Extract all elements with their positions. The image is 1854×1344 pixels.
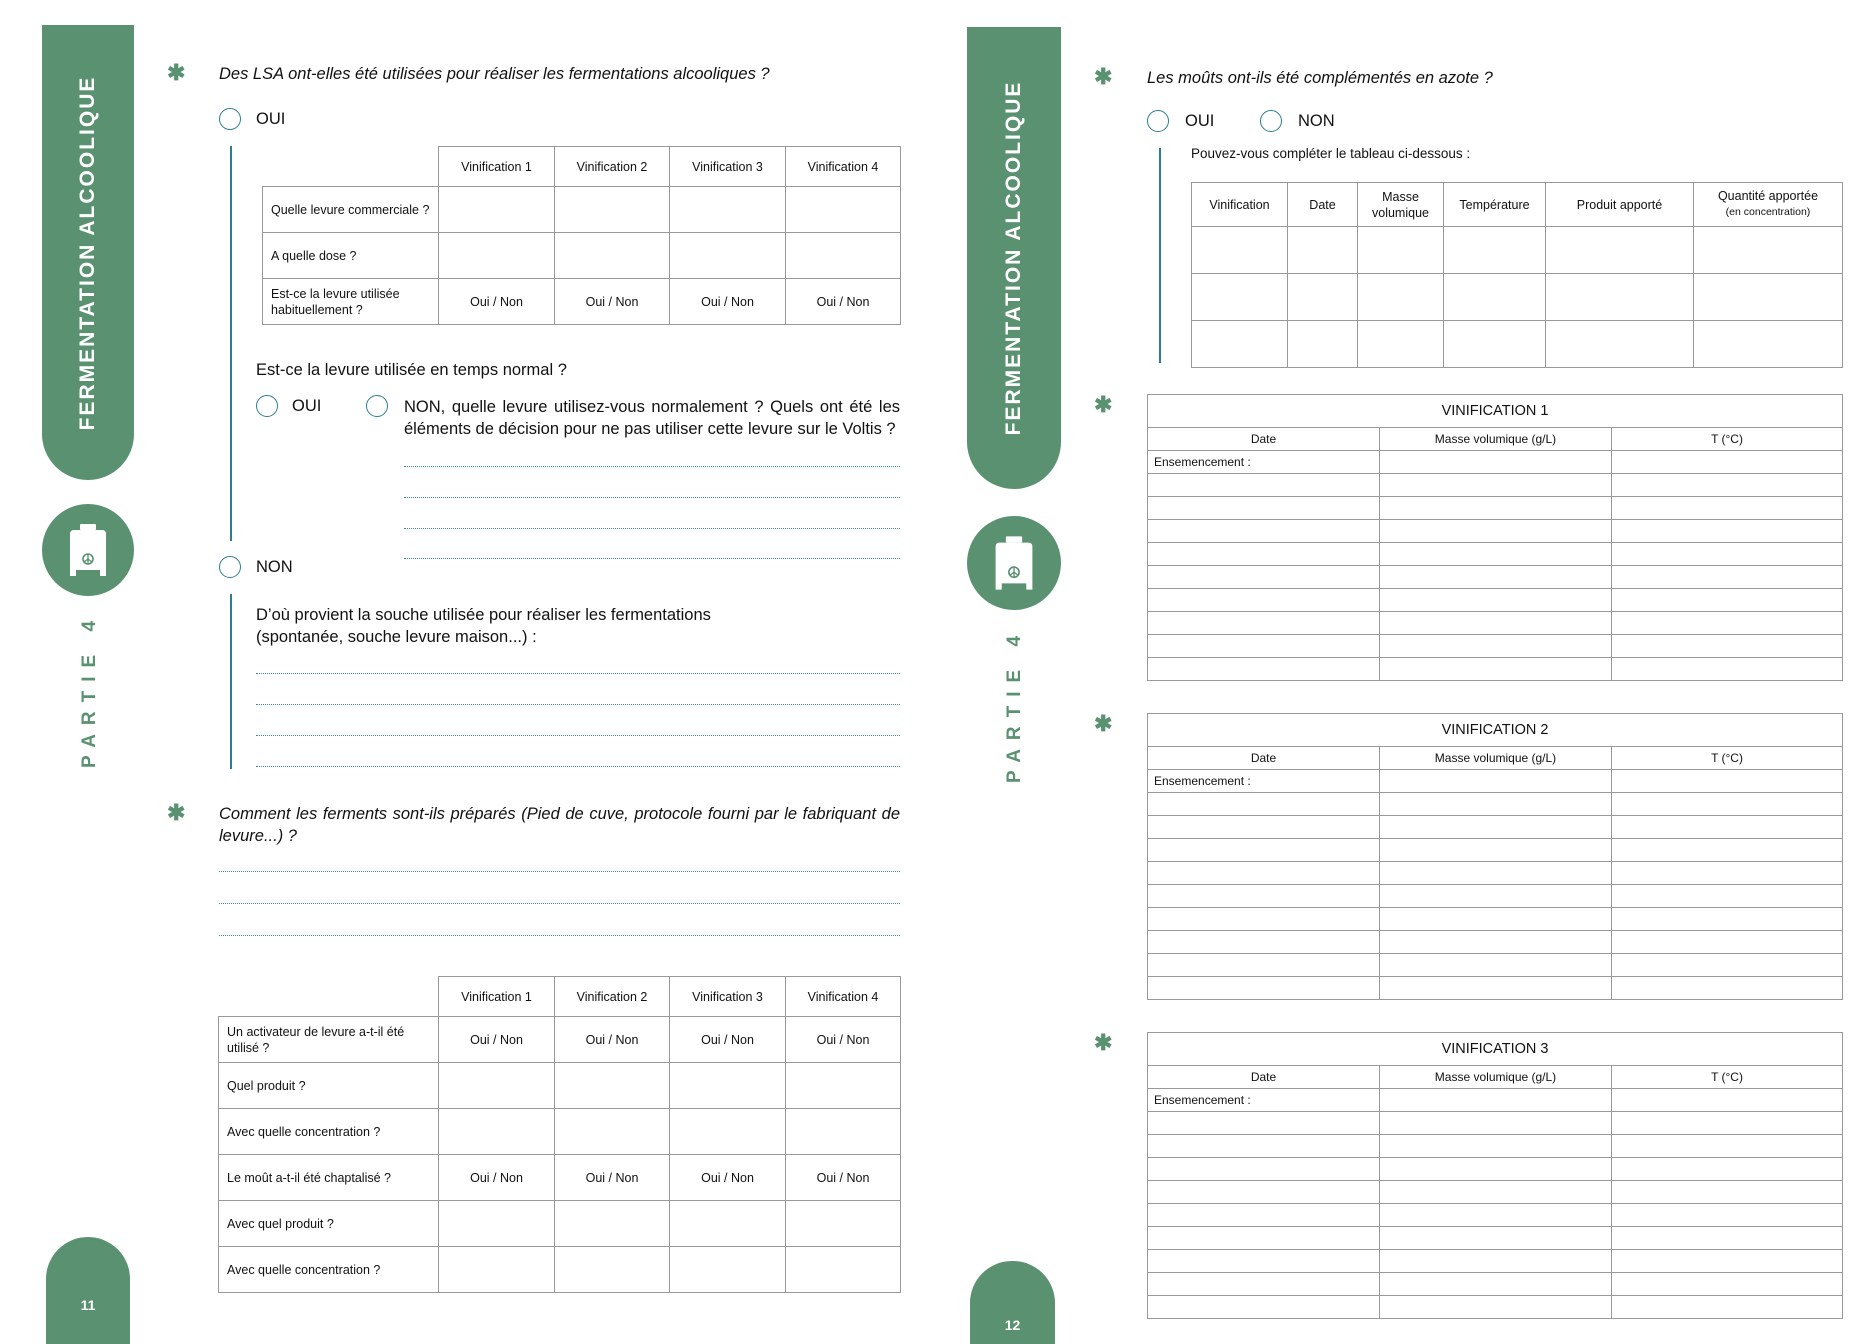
radio-oui-label: OUI [1185,112,1215,130]
input-cell[interactable] [1380,1158,1612,1181]
input-cell[interactable] [439,1247,555,1293]
row-label: Un activateur de levure a-t-il été utilisé ? [219,1017,439,1063]
col-header: Masse volumique [1358,183,1444,227]
input-cell[interactable] [1380,931,1612,954]
input-cell[interactable] [555,1109,670,1155]
input-cell[interactable] [1380,543,1612,566]
input-cell[interactable] [1288,321,1358,368]
page-number-tab [46,1237,130,1344]
input-cell[interactable] [1380,1250,1612,1273]
input-cell[interactable] [786,1109,901,1155]
answer-line[interactable] [256,766,900,767]
table-corner [263,147,439,187]
input-cell[interactable] [1612,566,1843,589]
col-header [1694,183,1843,227]
input-cell[interactable] [1192,274,1288,321]
input-cell[interactable] [1148,1250,1380,1273]
col-header: Date [1288,183,1358,227]
col-header: Vinification 3 [670,977,786,1017]
answer-line[interactable] [219,903,900,904]
input-cell[interactable] [1380,1273,1612,1296]
input-cell[interactable] [1148,885,1380,908]
input-cell[interactable] [1612,1250,1843,1273]
row-label: Quel produit ? [219,1063,439,1109]
question-lsa: Des LSA ont-elles été utilisées pour réaliser les fermentations alcooliques ? [219,65,770,83]
input-cell[interactable] [1612,1181,1843,1204]
input-cell[interactable] [1380,770,1612,793]
answer-line[interactable] [219,935,900,936]
input-cell[interactable] [1148,908,1380,931]
oui-non-cell[interactable]: Oui / Non [786,1017,901,1063]
input-cell[interactable] [1612,931,1843,954]
oui-non-cell[interactable]: Oui / Non [439,1017,555,1063]
input-cell[interactable] [670,233,786,279]
radio-sub-non[interactable] [366,395,388,417]
input-cell[interactable] [786,1063,901,1109]
input-cell[interactable] [1546,274,1694,321]
row-label: A quelle dose ? [263,233,439,279]
asterisk-icon: ✱ [167,800,186,825]
answer-line[interactable] [256,704,900,705]
input-cell[interactable] [555,187,670,233]
input-cell[interactable] [1380,862,1612,885]
sub-question: Est-ce la levure utilisée en temps normal ? [256,361,567,379]
input-cell[interactable] [1148,543,1380,566]
input-cell[interactable] [1612,1204,1843,1227]
input-cell[interactable] [1612,1227,1843,1250]
col-header-temp: T (°C) [1612,747,1843,770]
input-cell[interactable] [439,1063,555,1109]
input-cell[interactable] [1612,908,1843,931]
col-header-temp: T (°C) [1612,1066,1843,1089]
input-cell[interactable] [1612,520,1843,543]
input-cell[interactable] [1148,612,1380,635]
row-label: Avec quelle concentration ? [219,1109,439,1155]
input-cell[interactable] [1380,1112,1612,1135]
input-cell[interactable] [1612,977,1843,1000]
azote-table [1191,182,1843,368]
side-banner-text: FERMENTATION ALCOOLIQUE [76,75,99,430]
input-cell[interactable] [1148,1296,1380,1319]
input-cell[interactable] [1148,474,1380,497]
input-cell[interactable] [1380,474,1612,497]
input-cell[interactable] [1288,227,1358,274]
input-cell[interactable] [1380,451,1612,474]
input-cell[interactable] [1380,977,1612,1000]
vinification-title: VINIFICATION 3 [1148,1033,1843,1066]
radio-oui[interactable] [1147,110,1169,132]
input-cell[interactable] [1380,658,1612,681]
input-cell[interactable] [1380,1135,1612,1158]
col-header: Vinification 2 [555,147,670,187]
input-cell[interactable] [1546,227,1694,274]
radio-non-label: NON [256,558,293,576]
input-cell[interactable] [1148,862,1380,885]
non-branch-line [230,594,232,769]
asterisk-icon: ✱ [1094,1030,1113,1055]
input-cell[interactable] [1148,816,1380,839]
answer-line[interactable] [256,735,900,736]
question-azote: Les moûts ont-ils été complémentés en azote ? [1147,69,1493,87]
input-cell[interactable] [1148,1204,1380,1227]
input-cell[interactable] [1192,321,1288,368]
input-cell[interactable] [1380,612,1612,635]
radio-oui-label: OUI [256,110,286,128]
oui-branch-line [1159,148,1161,363]
oui-non-cell[interactable]: Oui / Non [555,279,670,325]
answer-line[interactable] [404,558,900,559]
input-cell[interactable] [1148,1227,1380,1250]
radio-sub-non-label: NON, quelle levure utilisez-vous normalement ? Quels ont été les éléments de décision pour ne pas utiliser cette levure sur le Voltis ? [404,398,900,438]
col-header: Vinification [1192,183,1288,227]
page-number: 11 [80,1297,96,1313]
input-cell[interactable] [1148,1273,1380,1296]
input-cell[interactable] [1612,954,1843,977]
input-cell[interactable] [439,1109,555,1155]
input-cell[interactable] [1612,1158,1843,1181]
input-cell[interactable] [1380,793,1612,816]
activator-table [218,976,901,1293]
oui-non-cell[interactable]: Oui / Non [786,1155,901,1201]
input-cell[interactable] [1148,931,1380,954]
answer-line[interactable] [219,871,900,872]
col-header-masse: Masse volumique (g/L) [1380,747,1612,770]
wine-tank-icon [967,516,1061,610]
ensemencement-label: Ensemencement : [1148,451,1380,474]
input-cell[interactable] [670,187,786,233]
answer-line[interactable] [256,673,900,674]
page-12 [927,0,1854,1344]
input-cell[interactable] [1612,474,1843,497]
col-header: Vinification 2 [555,977,670,1017]
input-cell[interactable] [1694,227,1843,274]
col-header: Produit apporté [1546,183,1694,227]
table-corner [219,977,439,1017]
input-cell[interactable] [1380,1227,1612,1250]
radio-non[interactable] [219,556,241,578]
oui-non-cell[interactable]: Oui / Non [555,1155,670,1201]
vinification-table [1147,713,1843,1000]
input-cell[interactable] [1148,1181,1380,1204]
input-cell[interactable] [1380,497,1612,520]
input-cell[interactable] [1148,589,1380,612]
input-cell[interactable] [1612,658,1843,681]
input-cell[interactable] [670,1063,786,1109]
input-cell[interactable] [1380,520,1612,543]
col-header-temp: T (°C) [1612,428,1843,451]
col-header: Vinification 1 [439,977,555,1017]
input-cell[interactable] [555,233,670,279]
vinification-table [1147,394,1843,681]
ensemencement-label: Ensemencement : [1148,1089,1380,1112]
asterisk-icon: ✱ [1094,711,1113,736]
input-cell[interactable] [1612,885,1843,908]
input-cell[interactable] [1148,793,1380,816]
input-cell[interactable] [1694,274,1843,321]
oui-non-cell[interactable]: Oui / Non [439,279,555,325]
row-label: Quelle levure commerciale ? [263,187,439,233]
col-header: Vinification 3 [670,147,786,187]
answer-line[interactable] [404,466,900,467]
radio-non[interactable] [1260,110,1282,132]
input-cell[interactable] [670,1201,786,1247]
input-cell[interactable] [1148,954,1380,977]
input-cell[interactable] [1612,770,1843,793]
input-cell[interactable] [1148,566,1380,589]
col-header-date: Date [1148,1066,1380,1089]
col-header: Vinification 1 [439,147,555,187]
input-cell[interactable] [1148,1112,1380,1135]
col-header: Vinification 4 [786,977,901,1017]
col-header-date: Date [1148,428,1380,451]
input-cell[interactable] [1444,321,1546,368]
input-cell[interactable] [1612,497,1843,520]
input-cell[interactable] [1148,1158,1380,1181]
input-cell[interactable] [1358,274,1444,321]
side-banner-text: FERMENTATION ALCOOLIQUE [1002,80,1025,436]
input-cell[interactable] [1612,1112,1843,1135]
radio-oui[interactable] [219,108,241,130]
vinification-title: VINIFICATION 1 [1148,395,1843,428]
input-cell[interactable] [786,1201,901,1247]
answer-line[interactable] [404,528,900,529]
oui-non-cell[interactable]: Oui / Non [786,279,901,325]
vinification-title: VINIFICATION 2 [1148,714,1843,747]
input-cell[interactable] [1694,321,1843,368]
input-cell[interactable] [1148,977,1380,1000]
input-cell[interactable] [439,187,555,233]
input-cell[interactable] [555,1063,670,1109]
input-cell[interactable] [1380,1181,1612,1204]
input-cell[interactable] [1380,566,1612,589]
input-cell[interactable] [1380,839,1612,862]
input-cell[interactable] [670,1109,786,1155]
input-cell[interactable] [786,187,901,233]
input-cell[interactable] [786,1247,901,1293]
row-label: Avec quel produit ? [219,1201,439,1247]
input-cell[interactable] [1380,1296,1612,1319]
row-label: Avec quelle concentration ? [219,1247,439,1293]
input-cell[interactable] [1380,908,1612,931]
input-cell[interactable] [555,1247,670,1293]
radio-sub-oui-label: OUI [292,397,322,415]
col-header-date: Date [1148,747,1380,770]
row-label: Le moût a-t-il été chaptalisé ? [219,1155,439,1201]
input-cell[interactable] [439,1201,555,1247]
side-banner [42,25,134,480]
oui-branch-line [230,146,232,541]
page-number-tab [970,1261,1055,1344]
radio-non-label: NON [1298,112,1335,130]
input-cell[interactable] [1612,451,1843,474]
input-cell[interactable] [1380,816,1612,839]
partie-label: PARTIE 4 [1004,626,1025,784]
asterisk-icon: ✱ [1094,64,1113,89]
asterisk-icon: ✱ [167,60,186,85]
input-cell[interactable] [1148,1135,1380,1158]
oui-non-cell[interactable]: Oui / Non [670,1155,786,1201]
input-cell[interactable] [1192,227,1288,274]
input-cell[interactable] [1380,589,1612,612]
input-cell[interactable] [1380,954,1612,977]
input-cell[interactable] [439,233,555,279]
non-question: D’où provient la souche utilisée pour réaliser les fermentations (spontanée, souche levure maison...) : [256,606,711,646]
row-label: Est-ce la levure utilisée habituellement ? [263,279,439,325]
input-cell[interactable] [1444,274,1546,321]
col-header: Vinification 4 [786,147,901,187]
input-cell[interactable] [1612,1296,1843,1319]
side-banner [967,27,1061,489]
question-ferments: Comment les ferments sont-ils préparés (Pied de cuve, protocole fourni par le fabriquant de levure...) ? [219,805,900,845]
input-cell[interactable] [1358,321,1444,368]
partie-label: PARTIE 4 [79,611,100,769]
oui-non-cell[interactable]: Oui / Non [439,1155,555,1201]
input-cell[interactable] [1148,839,1380,862]
radio-sub-oui[interactable] [256,395,278,417]
input-cell[interactable] [1380,885,1612,908]
input-cell[interactable] [786,233,901,279]
vinification-table [1147,1032,1843,1319]
col-header-masse: Masse volumique (g/L) [1380,1066,1612,1089]
input-cell[interactable] [1288,274,1358,321]
input-cell[interactable] [670,1247,786,1293]
input-cell[interactable] [1612,1273,1843,1296]
input-cell[interactable] [1612,816,1843,839]
input-cell[interactable] [1612,612,1843,635]
col-header: Température [1444,183,1546,227]
oui-non-cell[interactable]: Oui / Non [555,1017,670,1063]
input-cell[interactable] [1358,227,1444,274]
lsa-table [262,146,901,325]
input-cell[interactable] [1612,635,1843,658]
input-cell[interactable] [1612,1135,1843,1158]
oui-non-cell[interactable]: Oui / Non [670,1017,786,1063]
input-cell[interactable] [1612,839,1843,862]
input-cell[interactable] [1612,589,1843,612]
input-cell[interactable] [1148,658,1380,681]
oui-non-cell[interactable]: Oui / Non [670,279,786,325]
input-cell[interactable] [1380,1204,1612,1227]
input-cell[interactable] [1380,635,1612,658]
asterisk-icon: ✱ [1094,392,1113,417]
input-cell[interactable] [1148,520,1380,543]
page-number: 12 [1004,1317,1021,1333]
input-cell[interactable] [1148,635,1380,658]
ensemencement-label: Ensemencement : [1148,770,1380,793]
input-cell[interactable] [1546,321,1694,368]
answer-line[interactable] [404,497,900,498]
col-header-main: Quantité apportée [1717,189,1819,203]
instruction-text: Pouvez-vous compléter le tableau ci-dessous : [1191,146,1471,161]
input-cell[interactable] [1612,793,1843,816]
input-cell[interactable] [555,1201,670,1247]
input-cell[interactable] [1148,497,1380,520]
col-header-masse: Masse volumique (g/L) [1380,428,1612,451]
wine-tank-icon [42,504,134,596]
input-cell[interactable] [1612,543,1843,566]
col-header-sub: (en concentration) [1725,206,1811,218]
input-cell[interactable] [1612,862,1843,885]
input-cell[interactable] [1444,227,1546,274]
input-cell[interactable] [1612,1089,1843,1112]
input-cell[interactable] [1380,1089,1612,1112]
